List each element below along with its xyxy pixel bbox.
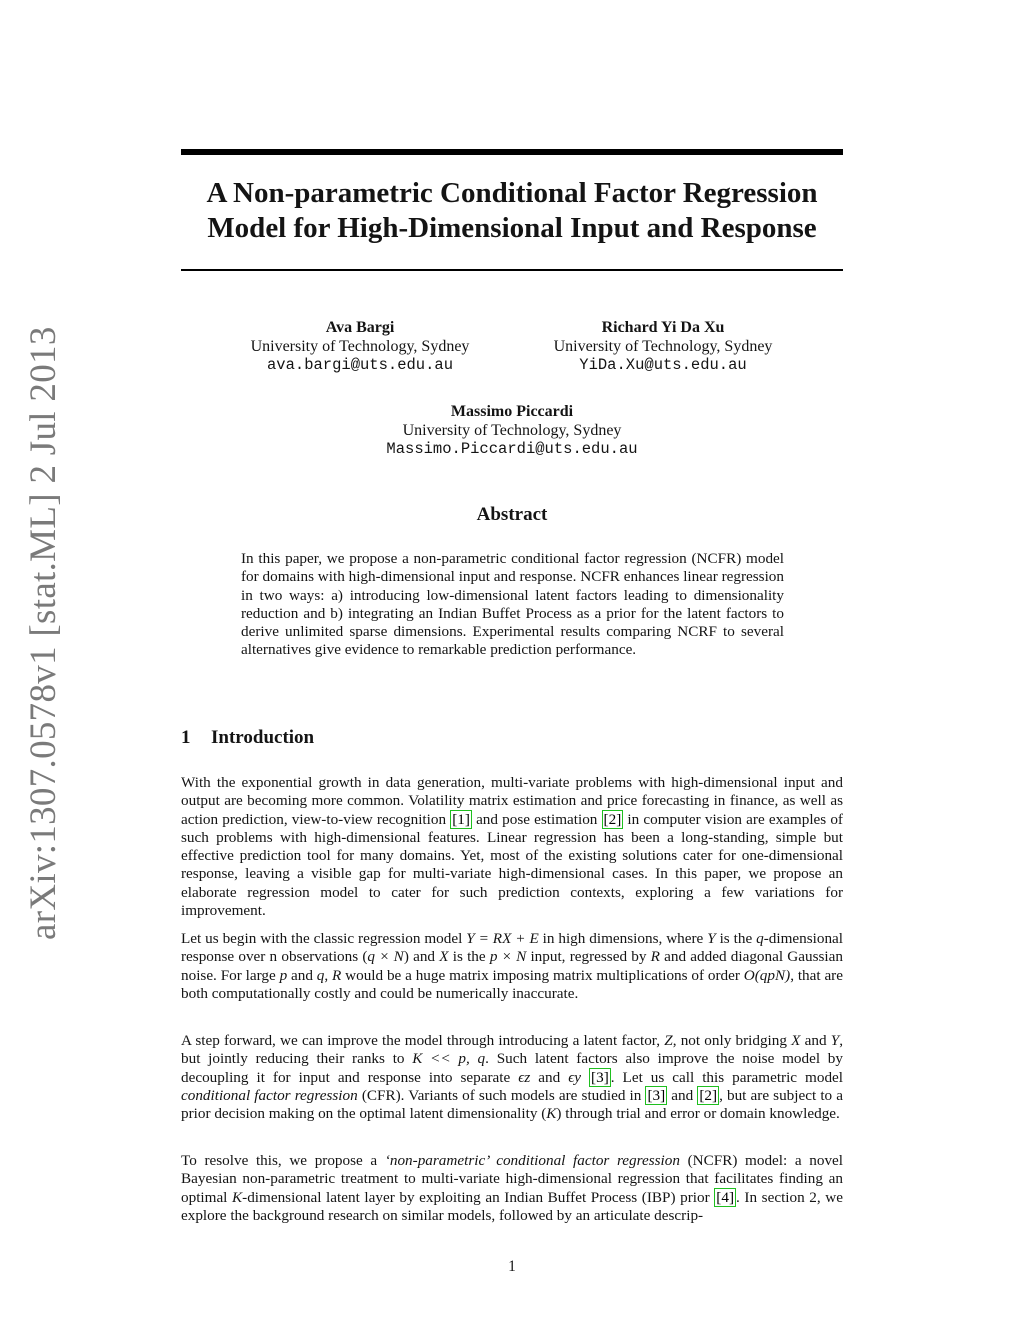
author-name: Richard Yi Da Xu — [601, 319, 725, 336]
citation-link[interactable]: [2] — [699, 1086, 718, 1104]
citation-link[interactable]: [4] — [716, 1188, 735, 1206]
author-affiliation: University of Technology, Sydney — [553, 338, 773, 355]
title-line-1: A Non-parametric Conditional Factor Regression — [206, 177, 818, 209]
author-affiliation: University of Technology, Sydney — [402, 422, 622, 439]
author-email[interactable]: Massimo.Piccardi@uts.edu.au — [386, 440, 638, 458]
author-affiliation: University of Technology, Sydney — [250, 338, 470, 355]
section-number: 1 — [181, 727, 191, 748]
paragraph-3: A step forward, we can improve the model through introducing a latent factor, Z, not only bridging X and Y, but jointly reducing their ranks to K << p, q. Such latent factors also improve the noise model by decoupling it for input and response into separate ϵz and ϵy [3] . Let us call this parametric model conditional factor regression (CFR). Variants of such models are studied in [3] and [2] , but are subject to a prior decision making on the optimal latent dimensionality (K) through trial and error or domain knowledge. — [181, 1032, 844, 1123]
section-title: Introduction — [211, 727, 315, 748]
author-block-1 — [220, 318, 500, 375]
page-number: 1 — [508, 1258, 516, 1275]
author-block-3 — [312, 402, 712, 459]
author-email[interactable]: ava.bargi@uts.edu.au — [266, 356, 454, 374]
arxiv-stamp: arXiv:1307.0578v1 [stat.ML] 2 Jul 2013 — [23, 326, 64, 940]
paragraph-1: With the exponential growth in data generation, multi-variate problems with high-dimensional input and output are becoming more common. Volatility matrix estimation and price forecasting in finance, as well as action prediction, view-to-view recognition [1] and pose estimation [2] in computer vision are examples of such problems with high-dimensional features. Linear regression has been a long-standing, simple but effective prediction tool for many domains. Yet, most of the existing solutions cater for one-dimensional response, leaving a visible gap for multi-variate high-dimensional cases. In this paper, we propose an elaborate regression model to cater for such prediction contexts, exploring a few variations for improvement. — [181, 774, 843, 920]
citation-link[interactable]: [2] — [603, 810, 622, 828]
paragraph-2: Let us begin with the classic regression model Y = RX + E in high dimensions, where Y is the q-dimensional response over n observations (q × N) and X is the p × N input, regressed by R and added diagonal Gaussian noise. For large p and q, R would be a huge matrix imposing matrix multiplications of order O(qpN), that are both computationally costly and could be numerically inaccurate. — [181, 930, 844, 1002]
paragraph-4: To resolve this, we propose a ‘non-parametric’ conditional factor regression (NCFR) model: a novel Bayesian non-parametric treatment to multi-variate high-dimensional regression that facilitates finding an optimal K-dimensional latent layer by exploiting an Indian Buffet Process (IBP) prior [4] . In section 2, we explore the background research on similar models, followed by an articulate descrip- — [181, 1152, 843, 1224]
section-heading — [181, 727, 314, 749]
citation-link[interactable]: [3] — [591, 1068, 609, 1086]
abstract-text: In this paper, we propose a non-parametric conditional factor regression (NCFR) model for domains with high-dimensional input and response. NCFR enhances linear regression in two ways: a) introducing low-dimensional latent factors leading to dimensionality reduction and b) integrating an Indian Buffet Process as a prior for the latent factors to derive unlimited sparse dimensions. Experimental results comparing NCRF to several alternatives give evidence to remarkable prediction performance. — [241, 550, 784, 659]
title-line-2: Model for High-Dimensional Input and Response — [207, 212, 817, 244]
equation: Y = RX + E — [466, 930, 539, 947]
citation-link[interactable]: [3] — [647, 1086, 666, 1104]
abstract-heading: Abstract — [476, 504, 548, 525]
paper-title — [181, 176, 843, 246]
title-bottom-rule — [181, 269, 843, 271]
author-email[interactable]: YiDa.Xu@uts.edu.au — [579, 356, 747, 374]
citation-link[interactable]: [1] — [452, 810, 470, 828]
author-block-2 — [523, 318, 803, 375]
author-name: Massimo Piccardi — [450, 403, 574, 420]
title-top-rule — [181, 149, 843, 155]
author-name: Ava Bargi — [325, 319, 395, 336]
